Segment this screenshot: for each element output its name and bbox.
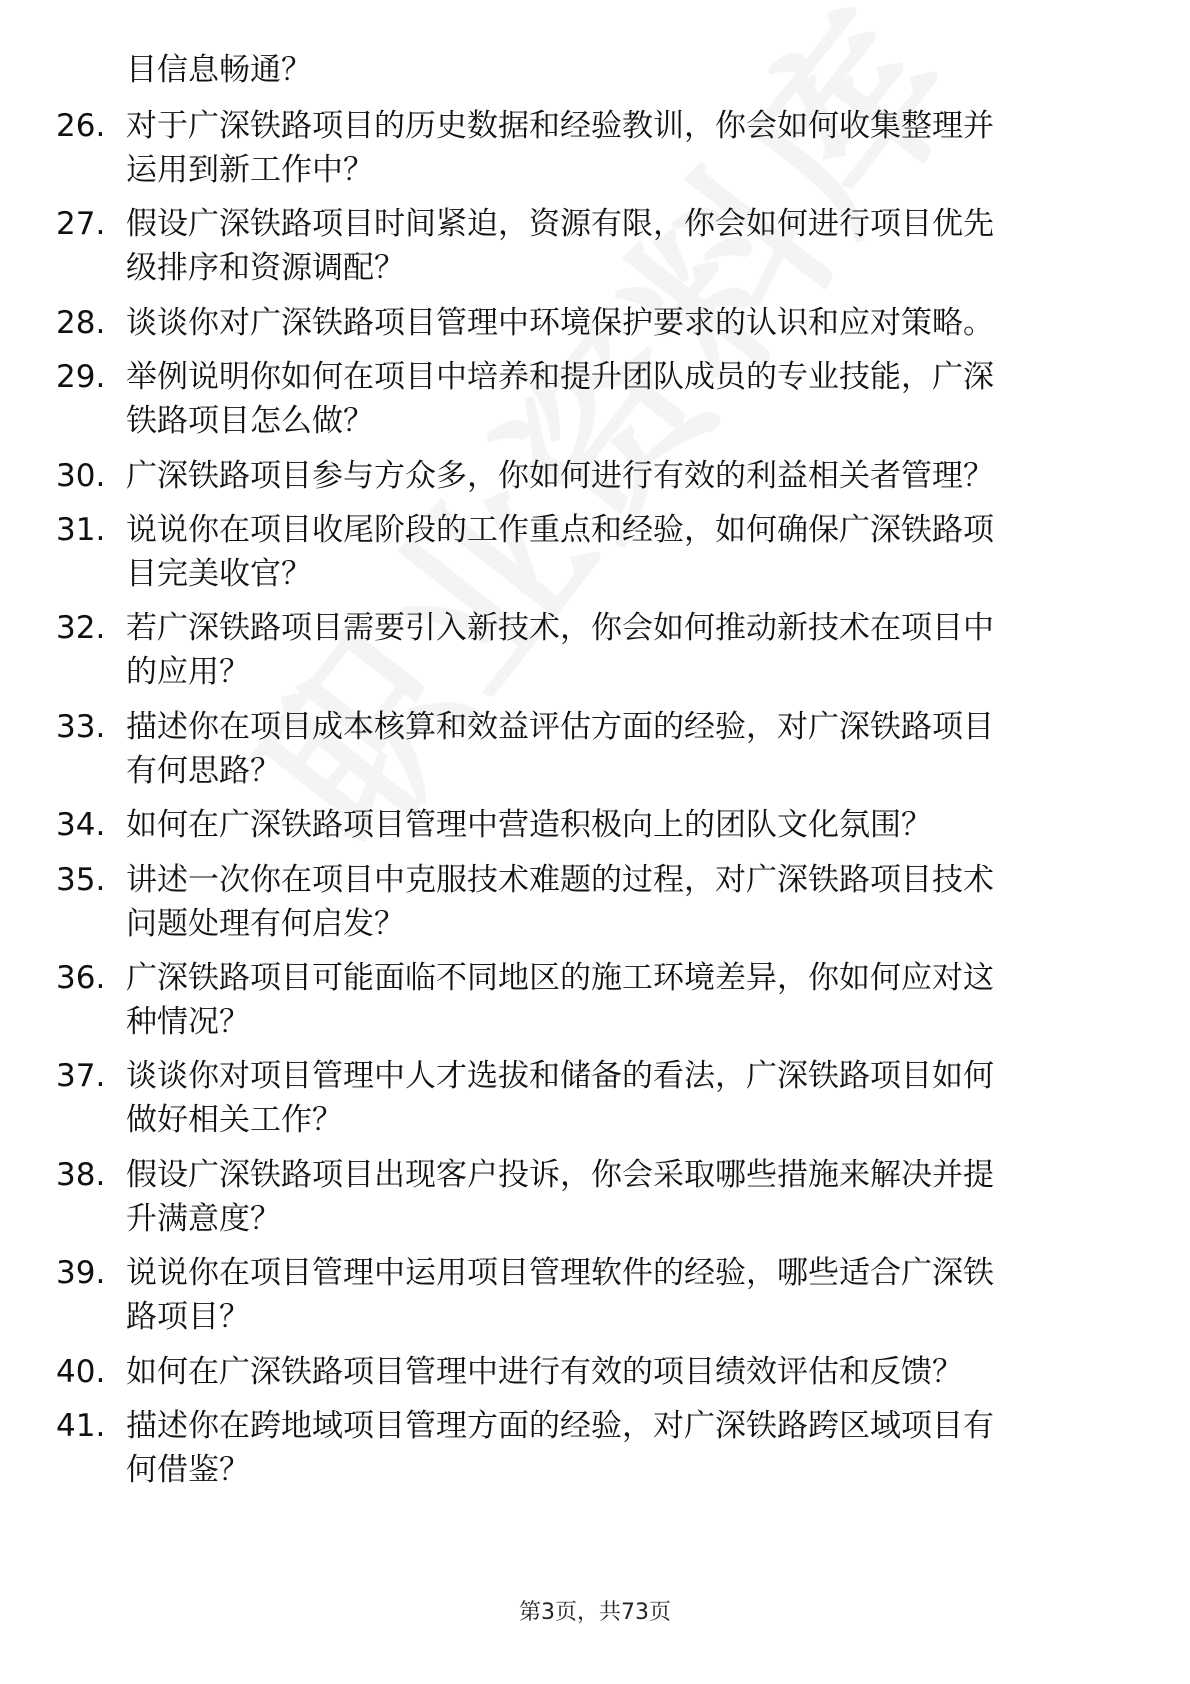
page-footer: 第3页，共73页 [519, 1600, 671, 1625]
question-number: 37. [56, 1058, 106, 1095]
question-text-line: 假设广深铁路项目时间紧迫，资源有限，你会如何进行项目优先 [126, 206, 994, 243]
question-number: 32. [56, 610, 106, 647]
question-text [126, 705, 1116, 793]
question-number: 38. [56, 1156, 106, 1193]
question-text-line: 种情况？ [126, 1004, 250, 1040]
question-text-line: 谈谈你对项目管理中人才选拔和储备的看法，广深铁路项目如何 [126, 1058, 994, 1095]
question-text-line: 描述你在跨地域项目管理方面的经验，对广深铁路跨区域项目有 [126, 1408, 994, 1444]
question-text-line: 做好相关工作？ [126, 1102, 343, 1139]
question-number: 36. [56, 960, 106, 996]
question-number: 29. [56, 359, 106, 396]
question-text-line: 假设广深铁路项目出现客户投诉，你会采取哪些措施来解决并提 [126, 1156, 994, 1193]
question-text [126, 1153, 1116, 1241]
question-text-line: 的应用？ [126, 654, 250, 691]
question-text-line: 如何在广深铁路项目管理中进行有效的项目绩效评估和反馈？ [126, 1353, 963, 1390]
question-text [126, 1251, 1116, 1339]
question-text-line: 运用到新工作中？ [126, 152, 374, 188]
question-text [126, 202, 1116, 290]
question-number: 34. [56, 807, 106, 844]
question-text-line: 目完美收官？ [126, 556, 312, 592]
question-number: 39. [56, 1255, 106, 1292]
question-number: 28. [56, 304, 106, 341]
question-text [126, 1404, 1116, 1492]
question-number: 41. [56, 1408, 106, 1444]
question-text-line: 何借鉴？ [126, 1452, 250, 1488]
question-text-line: 铁路项目怎么做？ [126, 403, 374, 440]
question-number: 30. [56, 457, 106, 494]
question-text-line: 问题处理有何启发？ [126, 905, 405, 942]
question-number: 33. [56, 708, 106, 745]
question-number: 35. [56, 861, 106, 898]
question-number: 26. [56, 108, 106, 144]
question-number: 27. [56, 206, 106, 243]
question-text-line: 升满意度？ [126, 1200, 281, 1237]
question-text-line: 级排序和资源调配？ [126, 250, 405, 287]
question-text [126, 454, 1116, 498]
question-text-line: 路项目？ [126, 1299, 250, 1336]
question-text [126, 355, 1116, 443]
question-text-line: 描述你在项目成本核算和效益评估方面的经验，对广深铁路项目 [126, 708, 994, 745]
question-text-line: 说说你在项目管理中运用项目管理软件的经验，哪些适合广深铁 [126, 1255, 994, 1292]
question-text-line: 有何思路？ [126, 752, 281, 789]
question-text [126, 803, 1116, 847]
question-text [126, 858, 1116, 946]
question-text-line: 广深铁路项目可能面临不同地区的施工环境差异，你如何应对这 [126, 960, 994, 996]
continuation-text: 目信息畅通？ [126, 52, 312, 88]
question-text [126, 104, 1116, 192]
question-text [126, 1350, 1116, 1394]
question-text-line: 说说你在项目收尾阶段的工作重点和经验，如何确保广深铁路项 [126, 512, 994, 548]
question-text-line: 若广深铁路项目需要引入新技术，你会如何推动新技术在项目中 [126, 610, 994, 647]
question-text [126, 1054, 1116, 1142]
question-number: 31. [56, 512, 106, 548]
question-text-line: 讲述一次你在项目中克服技术难题的过程，对广深铁路项目技术 [126, 861, 994, 898]
question-text [126, 606, 1116, 694]
question-text [126, 301, 1116, 345]
question-text [126, 956, 1116, 1044]
question-text [126, 508, 1116, 596]
question-text-line: 谈谈你对广深铁路项目管理中环境保护要求的认识和应对策略。 [126, 304, 994, 341]
question-number: 40. [56, 1353, 106, 1390]
question-text-line: 对于广深铁路项目的历史数据和经验教训，你会如何收集整理并 [126, 108, 994, 144]
question-text-line: 举例说明你如何在项目中培养和提升团队成员的专业技能，广深 [126, 359, 994, 396]
question-text-line: 广深铁路项目参与方众多，你如何进行有效的利益相关者管理？ [126, 457, 994, 494]
question-text-line: 如何在广深铁路项目管理中营造积极向上的团队文化氛围？ [126, 807, 932, 844]
